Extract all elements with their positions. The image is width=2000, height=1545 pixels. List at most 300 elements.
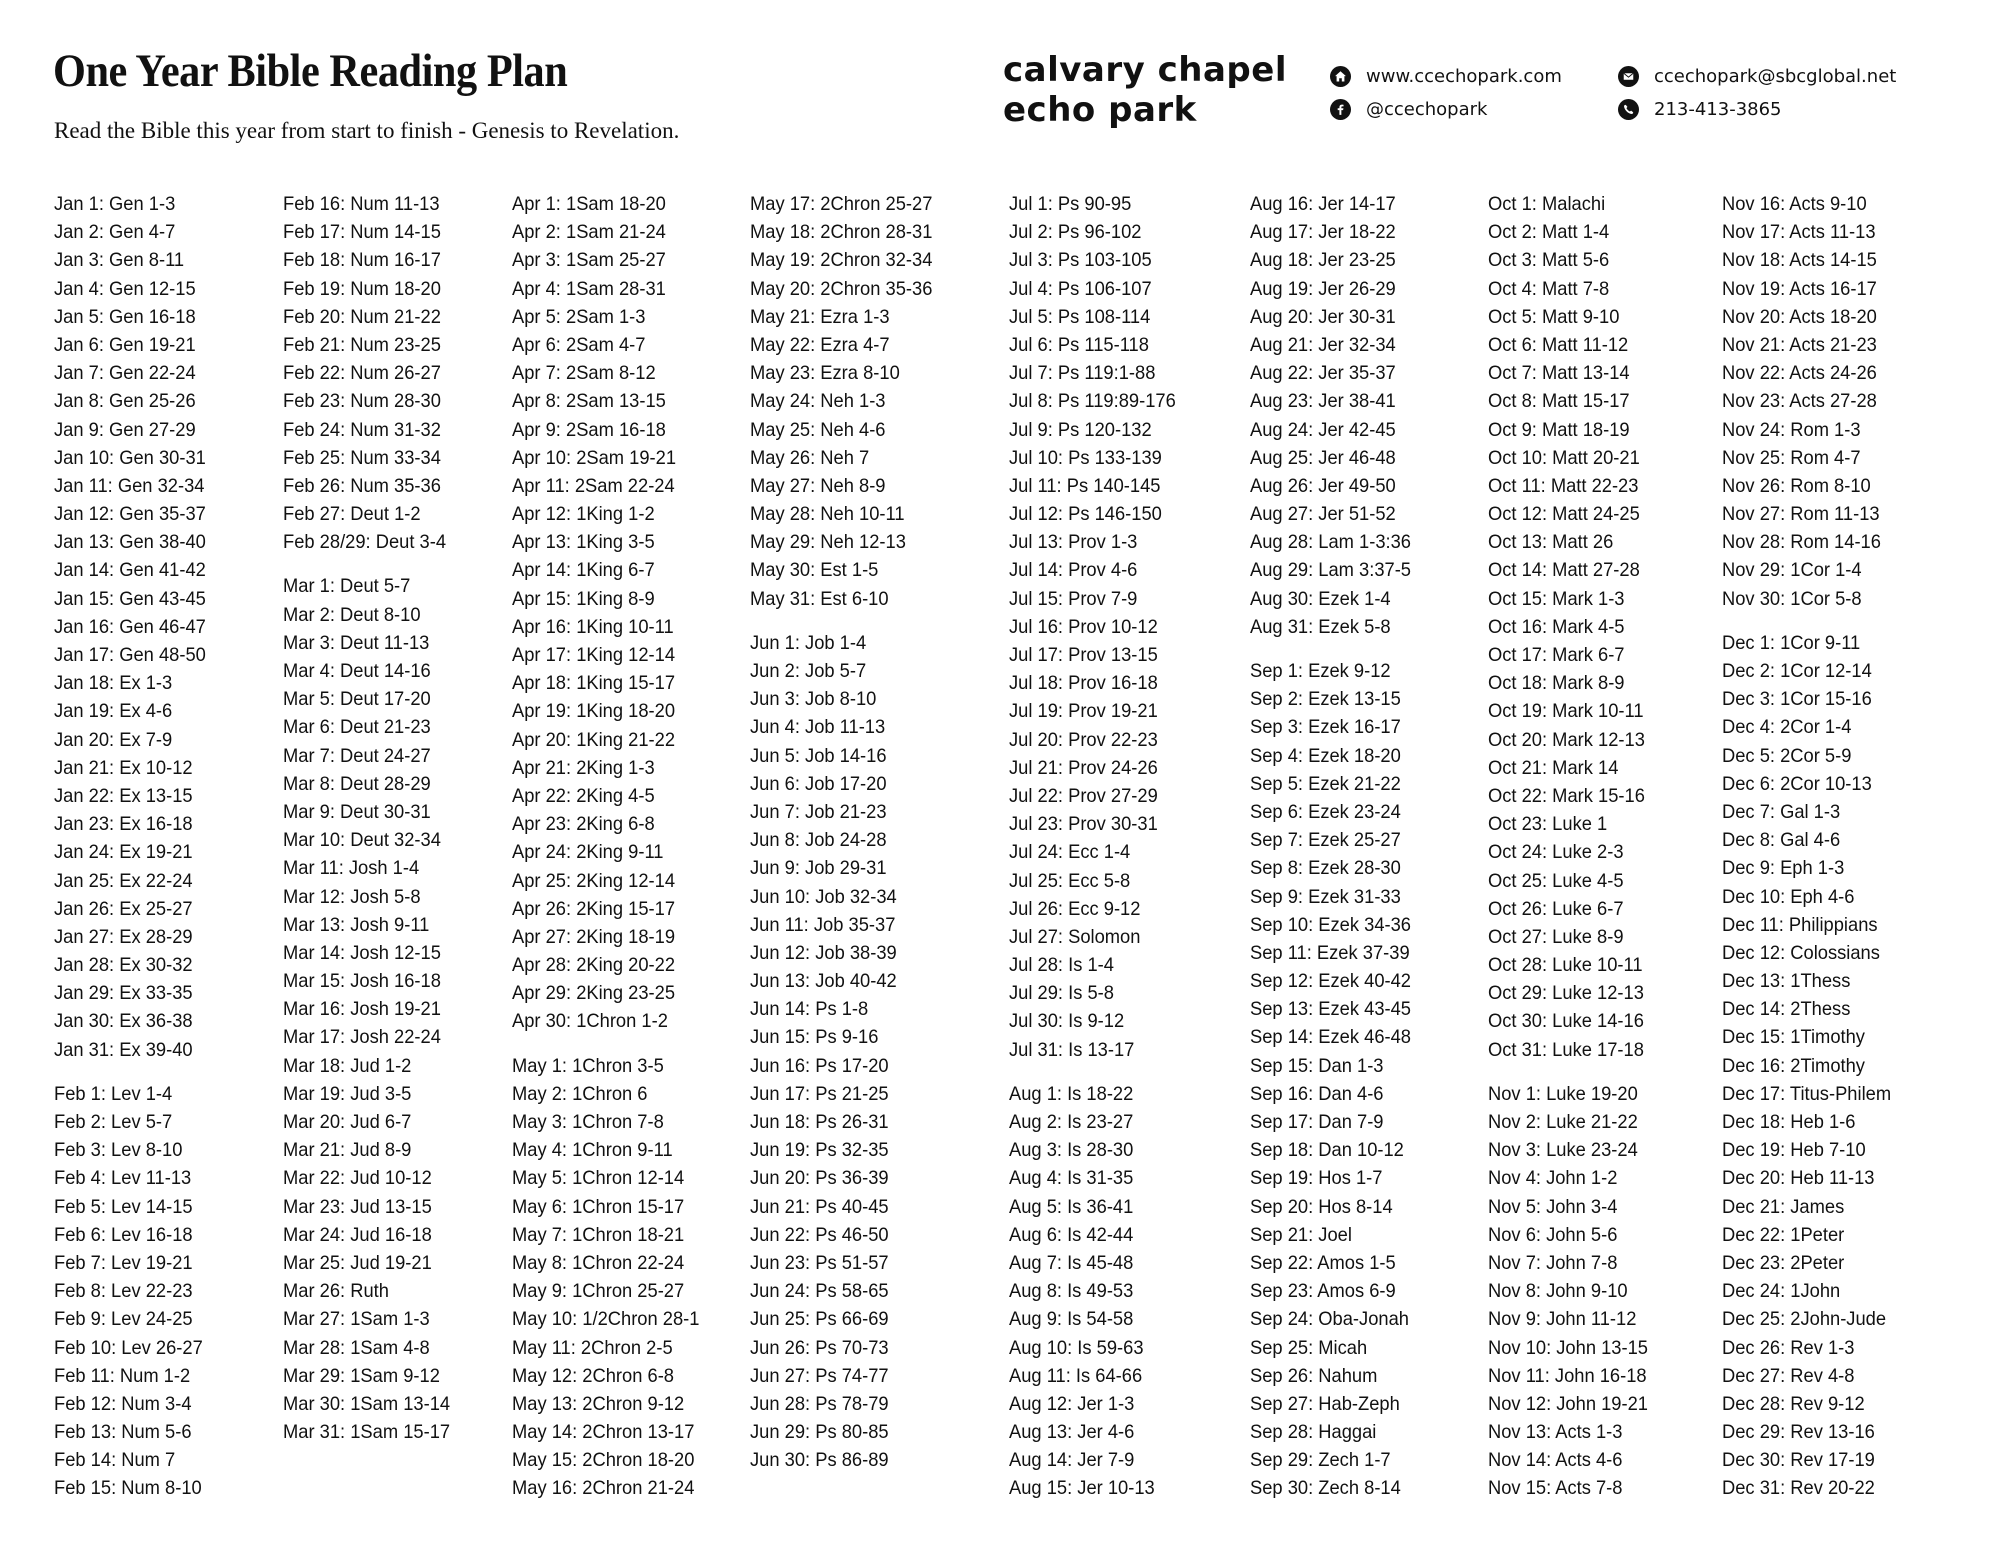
reading-entry: Mar 20: Jud 6-7 <box>283 1111 412 1133</box>
reading-entry: Dec 28: Rev 9-12 <box>1722 1392 1865 1415</box>
reading-entry: Dec 4: 2Cor 1-4 <box>1722 716 1852 739</box>
plan-column-6 <box>1250 190 1411 1503</box>
reading-entry: May 20: 2Chron 35-36 <box>750 277 933 300</box>
reading-entry: Feb 10: Lev 26-27 <box>54 1336 203 1359</box>
reading-entry: Jan 24: Ex 19-21 <box>54 841 193 864</box>
month-gap <box>1009 1064 1176 1080</box>
reading-entry: Aug 30: Ezek 1-4 <box>1250 587 1391 610</box>
reading-entry: Aug 5: Is 36-41 <box>1009 1195 1134 1218</box>
reading-entry: Aug 4: Is 31-35 <box>1009 1167 1134 1190</box>
reading-entry: Sep 23: Amos 6-9 <box>1250 1280 1396 1303</box>
reading-entry: Mar 22: Jud 10-12 <box>283 1167 432 1190</box>
reading-entry: May 29: Neh 12-13 <box>750 531 906 554</box>
reading-entry: Jan 10: Gen 30-31 <box>54 446 206 469</box>
reading-entry: Nov 8: John 9-10 <box>1488 1280 1628 1303</box>
reading-entry: Nov 17: Acts 11-13 <box>1722 221 1876 244</box>
reading-entry: Apr 1: 1Sam 18-20 <box>512 193 666 215</box>
phone-icon <box>1618 99 1639 120</box>
reading-entry: Mar 1: Deut 5-7 <box>283 575 411 598</box>
reading-entry: Aug 6: Is 42-44 <box>1009 1223 1134 1246</box>
reading-entry: Apr 8: 2Sam 13-15 <box>512 390 666 413</box>
reading-entry: Sep 22: Amos 1-5 <box>1250 1251 1396 1274</box>
reading-entry: Aug 14: Jer 7-9 <box>1009 1449 1135 1472</box>
reading-entry: Apr 12: 1King 1-2 <box>512 503 655 526</box>
plan-column-3 <box>512 190 699 1503</box>
reading-entry: Dec 15: 1Timothy <box>1722 1026 1865 1049</box>
reading-entry: May 4: 1Chron 9-11 <box>512 1139 673 1162</box>
reading-entry: Dec 30: Rev 17-19 <box>1722 1449 1875 1472</box>
reading-entry: May 3: 1Chron 7-8 <box>512 1111 664 1133</box>
reading-entry: Jan 8: Gen 25-26 <box>54 390 196 413</box>
reading-entry: Jul 14: Prov 4-6 <box>1009 559 1138 582</box>
reading-entry: Sep 24: Oba-Jonah <box>1250 1308 1409 1331</box>
reading-entry: Aug 26: Jer 49-50 <box>1250 474 1396 497</box>
reading-entry: Jun 13: Job 40-42 <box>750 970 897 993</box>
reading-entry: Jan 1: Gen 1-3 <box>54 193 176 215</box>
reading-entry: Jun 25: Ps 66-69 <box>750 1308 889 1331</box>
reading-entry: Sep 3: Ezek 16-17 <box>1250 716 1401 739</box>
reading-entry: Apr 24: 2King 9-11 <box>512 841 664 864</box>
reading-entry: Dec 24: 1John <box>1722 1280 1841 1303</box>
reading-entry: Oct 3: Matt 5-6 <box>1488 249 1610 272</box>
reading-entry: Apr 18: 1King 15-17 <box>512 672 676 695</box>
contact-phone[interactable] <box>1618 99 1782 120</box>
reading-entry: Jul 3: Ps 103-105 <box>1009 249 1152 272</box>
reading-entry: Mar 26: Ruth <box>283 1280 389 1303</box>
reading-entry: Apr 27: 2King 18-19 <box>512 925 676 948</box>
reading-entry: May 17: 2Chron 25-27 <box>750 193 933 215</box>
reading-entry: Jun 6: Job 17-20 <box>750 772 887 795</box>
reading-entry: Jul 29: Is 5-8 <box>1009 982 1114 1005</box>
reading-entry: Apr 29: 2King 23-25 <box>512 982 676 1005</box>
reading-entry: Apr 28: 2King 20-22 <box>512 954 676 977</box>
reading-entry: Dec 29: Rev 13-16 <box>1722 1421 1875 1444</box>
reading-entry: Oct 6: Matt 11-12 <box>1488 333 1629 356</box>
reading-entry: Dec 13: 1Thess <box>1722 970 1851 993</box>
reading-entry: Nov 5: John 3-4 <box>1488 1195 1618 1218</box>
reading-entry: Jun 11: Job 35-37 <box>750 913 896 936</box>
reading-entry: Oct 8: Matt 15-17 <box>1488 390 1630 413</box>
reading-entry: Jan 6: Gen 19-21 <box>54 333 196 356</box>
reading-entry: Oct 20: Mark 12-13 <box>1488 728 1645 751</box>
reading-entry: Dec 19: Heb 7-10 <box>1722 1139 1866 1162</box>
reading-entry: Feb 6: Lev 16-18 <box>54 1223 193 1246</box>
reading-entry: Jun 7: Job 21-23 <box>750 800 887 823</box>
reading-entry: Jul 19: Prov 19-21 <box>1009 700 1158 723</box>
reading-entry: Aug 24: Jer 42-45 <box>1250 418 1396 441</box>
reading-entry: Mar 9: Deut 30-31 <box>283 800 431 823</box>
reading-entry: Apr 22: 2King 4-5 <box>512 784 655 807</box>
reading-entry: Jan 3: Gen 8-11 <box>54 249 185 272</box>
reading-entry: Oct 26: Luke 6-7 <box>1488 897 1624 920</box>
reading-entry: Sep 9: Ezek 31-33 <box>1250 885 1401 908</box>
reading-entry: Feb 13: Num 5-6 <box>54 1421 192 1444</box>
reading-entry: Mar 10: Deut 32-34 <box>283 829 441 852</box>
reading-entry: Apr 21: 2King 1-3 <box>512 756 655 779</box>
reading-entry: Jul 7: Ps 119:1-88 <box>1009 362 1156 385</box>
reading-entry: Aug 8: Is 49-53 <box>1009 1280 1134 1303</box>
reading-entry: Aug 2: Is 23-27 <box>1009 1111 1134 1133</box>
reading-entry: Mar 21: Jud 8-9 <box>283 1139 412 1162</box>
reading-entry: Feb 2: Lev 5-7 <box>54 1111 173 1133</box>
contact-facebook[interactable] <box>1330 99 1487 120</box>
reading-entry: Oct 29: Luke 12-13 <box>1488 982 1644 1005</box>
reading-entry: Feb 8: Lev 22-23 <box>54 1280 193 1303</box>
reading-entry: May 28: Neh 10-11 <box>750 503 905 526</box>
reading-entry: Apr 14: 1King 6-7 <box>512 559 655 582</box>
reading-entry: Nov 22: Acts 24-26 <box>1722 362 1877 385</box>
reading-entry: Jun 10: Job 32-34 <box>750 885 897 908</box>
reading-entry: Jul 21: Prov 24-26 <box>1009 756 1158 779</box>
reading-entry: Nov 10: John 13-15 <box>1488 1336 1648 1359</box>
reading-entry: Feb 19: Num 18-20 <box>283 277 441 300</box>
reading-entry: Jun 5: Job 14-16 <box>750 744 887 767</box>
reading-entry: Oct 11: Matt 22-23 <box>1488 474 1639 497</box>
reading-entry: May 2: 1Chron 6 <box>512 1082 648 1105</box>
home-icon <box>1330 66 1351 87</box>
reading-entry: Jun 30: Ps 86-89 <box>750 1449 889 1472</box>
reading-entry: Feb 23: Num 28-30 <box>283 390 441 413</box>
reading-entry: Aug 18: Jer 23-25 <box>1250 249 1396 272</box>
reading-entry: Nov 26: Rom 8-10 <box>1722 474 1871 497</box>
reading-entry: Sep 8: Ezek 28-30 <box>1250 857 1401 880</box>
reading-entry: Jun 26: Ps 70-73 <box>750 1336 889 1359</box>
reading-entry: Apr 10: 2Sam 19-21 <box>512 446 677 469</box>
reading-entry: Nov 12: John 19-21 <box>1488 1392 1648 1415</box>
reading-entry: May 7: 1Chron 18-21 <box>512 1223 685 1246</box>
mail-icon <box>1618 66 1639 87</box>
reading-entry: Aug 7: Is 45-48 <box>1009 1251 1134 1274</box>
reading-entry: Jun 14: Ps 1-8 <box>750 998 869 1021</box>
reading-entry: Apr 9: 2Sam 16-18 <box>512 418 666 441</box>
reading-entry: May 5: 1Chron 12-14 <box>512 1167 685 1190</box>
reading-entry: Aug 31: Ezek 5-8 <box>1250 615 1391 638</box>
reading-entry: Aug 28: Lam 1-3:36 <box>1250 531 1412 554</box>
church-name-line2: echo park <box>1003 90 1197 130</box>
reading-entry: Jan 25: Ex 22-24 <box>54 869 193 892</box>
reading-entry: Jul 23: Prov 30-31 <box>1009 813 1158 836</box>
reading-entry: Jun 24: Ps 58-65 <box>750 1280 889 1303</box>
reading-entry: Feb 14: Num 7 <box>54 1449 176 1472</box>
reading-entry: Dec 21: James <box>1722 1195 1845 1218</box>
reading-entry: Oct 24: Luke 2-3 <box>1488 841 1624 864</box>
reading-entry: May 21: Ezra 1-3 <box>750 305 890 328</box>
reading-entry: Nov 18: Acts 14-15 <box>1722 249 1877 272</box>
reading-entry: Dec 23: 2Peter <box>1722 1251 1845 1274</box>
reading-entry: Jun 1: Job 1-4 <box>750 631 867 654</box>
reading-entry: Jul 12: Ps 146-150 <box>1009 503 1162 526</box>
reading-entry: Jan 29: Ex 33-35 <box>54 982 193 1005</box>
reading-entry: Nov 25: Rom 4-7 <box>1722 446 1861 469</box>
reading-entry: Feb 17: Num 14-15 <box>283 221 441 244</box>
reading-entry: Apr 3: 1Sam 25-27 <box>512 249 666 272</box>
reading-entry: Dec 22: 1Peter <box>1722 1223 1845 1246</box>
reading-entry: Feb 12: Num 3-4 <box>54 1392 192 1415</box>
reading-entry: Jun 3: Job 8-10 <box>750 688 877 711</box>
reading-entry: Sep 10: Ezek 34-36 <box>1250 913 1412 936</box>
reading-entry: Nov 30: 1Cor 5-8 <box>1722 587 1862 610</box>
reading-entry: Jun 15: Ps 9-16 <box>750 1026 879 1049</box>
reading-entry: Feb 7: Lev 19-21 <box>54 1251 193 1274</box>
reading-entry: May 8: 1Chron 22-24 <box>512 1251 685 1274</box>
reading-entry: Oct 7: Matt 13-14 <box>1488 362 1630 385</box>
reading-entry: Apr 16: 1King 10-11 <box>512 615 674 638</box>
reading-entry: Mar 31: 1Sam 15-17 <box>283 1421 451 1444</box>
reading-entry: Jul 28: Is 1-4 <box>1009 954 1114 977</box>
reading-entry: Feb 27: Deut 1-2 <box>283 503 421 526</box>
reading-entry: Mar 25: Jud 19-21 <box>283 1251 432 1274</box>
reading-entry: Mar 3: Deut 11-13 <box>283 631 430 654</box>
reading-entry: Jul 8: Ps 119:89-176 <box>1009 390 1176 413</box>
reading-entry: Mar 13: Josh 9-11 <box>283 913 430 936</box>
reading-entry: Apr 20: 1King 21-22 <box>512 728 676 751</box>
reading-entry: Feb 20: Num 21-22 <box>283 305 441 328</box>
reading-entry: Oct 22: Mark 15-16 <box>1488 784 1645 807</box>
reading-entry: Mar 19: Jud 3-5 <box>283 1082 412 1105</box>
reading-entry: Feb 1: Lev 1-4 <box>54 1082 173 1105</box>
reading-entry: Jan 13: Gen 38-40 <box>54 531 206 554</box>
reading-entry: Oct 4: Matt 7-8 <box>1488 277 1610 300</box>
reading-entry: Oct 17: Mark 6-7 <box>1488 644 1625 666</box>
reading-entry: Apr 26: 2King 15-17 <box>512 897 676 920</box>
plan-column-8 <box>1722 190 1891 1503</box>
reading-entry: Apr 13: 1King 3-5 <box>512 531 655 554</box>
plan-column-2 <box>283 190 450 1446</box>
reading-entry: Sep 21: Joel <box>1250 1223 1352 1246</box>
reading-entry: Nov 4: John 1-2 <box>1488 1167 1618 1190</box>
month-gap <box>1488 1064 1648 1080</box>
reading-entry: Oct 14: Matt 27-28 <box>1488 559 1640 582</box>
reading-entry: Sep 2: Ezek 13-15 <box>1250 688 1401 711</box>
reading-entry: May 16: 2Chron 21-24 <box>512 1477 695 1500</box>
reading-entry: Dec 18: Heb 1-6 <box>1722 1111 1856 1133</box>
reading-entry: Sep 1: Ezek 9-12 <box>1250 660 1391 682</box>
reading-entry: May 13: 2Chron 9-12 <box>512 1392 685 1415</box>
reading-entry: Feb 4: Lev 11-13 <box>54 1167 192 1190</box>
reading-entry: Oct 30: Luke 14-16 <box>1488 1010 1644 1033</box>
reading-entry: Mar 14: Josh 12-15 <box>283 941 441 964</box>
reading-entry: Feb 3: Lev 8-10 <box>54 1139 183 1162</box>
plan-column-5 <box>1009 190 1176 1503</box>
reading-entry: Jul 16: Prov 10-12 <box>1009 615 1158 638</box>
reading-entry: Jul 6: Ps 115-118 <box>1009 333 1149 356</box>
reading-entry: May 19: 2Chron 32-34 <box>750 249 933 272</box>
month-gap <box>1722 613 1891 629</box>
reading-entry: Oct 21: Mark 14 <box>1488 756 1619 779</box>
reading-entry: Feb 18: Num 16-17 <box>283 249 441 272</box>
reading-entry: Apr 7: 2Sam 8-12 <box>512 362 656 385</box>
reading-entry: Oct 16: Mark 4-5 <box>1488 615 1625 638</box>
reading-entry: Aug 23: Jer 38-41 <box>1250 390 1396 413</box>
facebook-handle[interactable]: @ccechopark <box>1366 99 1488 120</box>
reading-entry: Nov 6: John 5-6 <box>1488 1223 1618 1246</box>
reading-entry: Sep 5: Ezek 21-22 <box>1250 772 1401 795</box>
month-gap <box>283 556 450 572</box>
church-name <box>1003 50 1287 130</box>
reading-entry: Dec 10: Eph 4-6 <box>1722 885 1855 908</box>
plan-column-4 <box>750 190 932 1474</box>
reading-entry: Aug 19: Jer 26-29 <box>1250 277 1396 300</box>
page-title: One Year Bible Reading Plan <box>53 45 568 97</box>
facebook-icon <box>1330 99 1351 120</box>
reading-entry: May 27: Neh 8-9 <box>750 474 886 497</box>
reading-entry: Jul 1: Ps 90-95 <box>1009 193 1132 215</box>
reading-entry: Mar 30: 1Sam 13-14 <box>283 1392 451 1415</box>
reading-entry: Jul 22: Prov 27-29 <box>1009 784 1158 807</box>
reading-entry: Jul 20: Prov 22-23 <box>1009 728 1158 751</box>
reading-entry: Apr 11: 2Sam 22-24 <box>512 474 675 497</box>
reading-entry: May 25: Neh 4-6 <box>750 418 886 441</box>
reading-entry: Jan 5: Gen 16-18 <box>54 305 196 328</box>
reading-entry: Nov 23: Acts 27-28 <box>1722 390 1877 413</box>
reading-entry: Oct 28: Luke 10-11 <box>1488 954 1643 977</box>
reading-entry: Jun 22: Ps 46-50 <box>750 1223 889 1246</box>
reading-entry: Oct 12: Matt 24-25 <box>1488 503 1640 526</box>
reading-entry: Oct 2: Matt 1-4 <box>1488 221 1610 244</box>
reading-entry: Jul 17: Prov 13-15 <box>1009 644 1158 666</box>
reading-entry: Feb 11: Num 1-2 <box>54 1364 191 1387</box>
reading-entry: May 24: Neh 1-3 <box>750 390 886 413</box>
reading-entry: Mar 8: Deut 28-29 <box>283 772 431 795</box>
reading-entry: Nov 21: Acts 21-23 <box>1722 333 1877 356</box>
reading-entry: Dec 2: 1Cor 12-14 <box>1722 660 1872 682</box>
reading-entry: Jan 18: Ex 1-3 <box>54 672 173 695</box>
reading-entry: Dec 11: Philippians <box>1722 913 1878 936</box>
reading-entry: Oct 19: Mark 10-11 <box>1488 700 1644 723</box>
reading-entry: Oct 25: Luke 4-5 <box>1488 869 1624 892</box>
page-subtitle: Read the Bible this year from start to finish - Genesis to Revelation. <box>54 118 680 143</box>
email-text[interactable]: ccechopark@sbcglobal.net <box>1654 66 1897 87</box>
month-gap <box>750 613 932 629</box>
reading-entry: Dec 16: 2Timothy <box>1722 1054 1865 1077</box>
reading-entry: Oct 15: Mark 1-3 <box>1488 587 1625 610</box>
reading-entry: Aug 29: Lam 3:37-5 <box>1250 559 1412 582</box>
reading-entry: May 10: 1/2Chron 28-1 <box>512 1308 700 1331</box>
reading-entry: May 15: 2Chron 18-20 <box>512 1449 695 1472</box>
reading-entry: Jan 17: Gen 48-50 <box>54 644 206 666</box>
reading-entry: Sep 11: Ezek 37-39 <box>1250 941 1410 964</box>
reading-entry: Apr 23: 2King 6-8 <box>512 813 655 836</box>
reading-entry: May 22: Ezra 4-7 <box>750 333 890 356</box>
reading-entry: Jul 2: Ps 96-102 <box>1009 221 1142 244</box>
reading-entry: Oct 10: Matt 20-21 <box>1488 446 1640 469</box>
reading-entry: Nov 2: Luke 21-22 <box>1488 1111 1638 1133</box>
reading-entry: Aug 27: Jer 51-52 <box>1250 503 1396 526</box>
reading-entry: Jul 25: Ecc 5-8 <box>1009 869 1131 892</box>
reading-entry: Mar 28: 1Sam 4-8 <box>283 1336 430 1359</box>
reading-entry: Nov 20: Acts 18-20 <box>1722 305 1877 328</box>
contact-website[interactable] <box>1330 66 1562 87</box>
reading-entry: Dec 12: Colossians <box>1722 941 1880 964</box>
reading-entry: Mar 4: Deut 14-16 <box>283 660 431 682</box>
reading-entry: Aug 21: Jer 32-34 <box>1250 333 1396 356</box>
reading-entry: Feb 28/29: Deut 3-4 <box>283 531 447 554</box>
reading-entry: Oct 5: Matt 9-10 <box>1488 305 1620 328</box>
reading-entry: Aug 10: Is 59-63 <box>1009 1336 1144 1359</box>
reading-entry: Jan 7: Gen 22-24 <box>54 362 196 385</box>
reading-entry: Feb 5: Lev 14-15 <box>54 1195 193 1218</box>
reading-entry: Mar 12: Josh 5-8 <box>283 885 421 908</box>
reading-entry: Jun 28: Ps 78-79 <box>750 1392 889 1415</box>
reading-entry: May 26: Neh 7 <box>750 446 870 469</box>
reading-entry: Apr 2: 1Sam 21-24 <box>512 221 666 244</box>
reading-entry: Sep 16: Dan 4-6 <box>1250 1082 1384 1105</box>
reading-entry: Sep 15: Dan 1-3 <box>1250 1054 1384 1077</box>
reading-entry: Jan 21: Ex 10-12 <box>54 756 193 779</box>
reading-entry: Nov 11: John 16-18 <box>1488 1364 1647 1387</box>
reading-entry: Sep 30: Zech 8-14 <box>1250 1477 1401 1500</box>
reading-entry: Sep 20: Hos 8-14 <box>1250 1195 1393 1218</box>
reading-entry: Jul 30: Is 9-12 <box>1009 1010 1125 1033</box>
reading-entry: Jun 8: Job 24-28 <box>750 829 887 852</box>
reading-entry: Jul 24: Ecc 1-4 <box>1009 841 1131 864</box>
reading-entry: Apr 5: 2Sam 1-3 <box>512 305 646 328</box>
reading-entry: Aug 12: Jer 1-3 <box>1009 1392 1135 1415</box>
reading-entry: Jun 9: Job 29-31 <box>750 857 887 880</box>
reading-entry: May 1: 1Chron 3-5 <box>512 1054 664 1077</box>
reading-entry: Mar 24: Jud 16-18 <box>283 1223 432 1246</box>
reading-entry: Jun 21: Ps 40-45 <box>750 1195 889 1218</box>
reading-entry: Aug 9: Is 54-58 <box>1009 1308 1134 1331</box>
reading-entry: Feb 15: Num 8-10 <box>54 1477 202 1500</box>
reading-entry: May 12: 2Chron 6-8 <box>512 1364 675 1387</box>
reading-entry: Aug 16: Jer 14-17 <box>1250 193 1396 215</box>
reading-entry: Dec 6: 2Cor 10-13 <box>1722 772 1872 795</box>
reading-entry: Jun 18: Ps 26-31 <box>750 1111 889 1133</box>
reading-entry: Nov 1: Luke 19-20 <box>1488 1082 1638 1105</box>
reading-entry: Aug 3: Is 28-30 <box>1009 1139 1134 1162</box>
contact-email[interactable] <box>1618 66 1896 87</box>
reading-entry: Jun 16: Ps 17-20 <box>750 1054 889 1077</box>
reading-entry: Jan 28: Ex 30-32 <box>54 954 193 977</box>
reading-entry: Sep 19: Hos 1-7 <box>1250 1167 1383 1190</box>
reading-entry: Jun 2: Job 5-7 <box>750 660 867 682</box>
website-text[interactable]: www.ccechopark.com <box>1366 66 1562 87</box>
reading-entry: Sep 25: Micah <box>1250 1336 1368 1359</box>
reading-entry: Jul 15: Prov 7-9 <box>1009 587 1138 610</box>
reading-entry: Feb 21: Num 23-25 <box>283 333 441 356</box>
reading-entry: Nov 3: Luke 23-24 <box>1488 1139 1638 1162</box>
reading-entry: Feb 9: Lev 24-25 <box>54 1308 193 1331</box>
reading-entry: Jun 19: Ps 32-35 <box>750 1139 889 1162</box>
reading-entry: Nov 27: Rom 11-13 <box>1722 503 1880 526</box>
reading-entry: Jun 29: Ps 80-85 <box>750 1421 889 1444</box>
reading-entry: Apr 15: 1King 8-9 <box>512 587 655 610</box>
reading-entry: Mar 7: Deut 24-27 <box>283 744 431 767</box>
reading-entry: Dec 9: Eph 1-3 <box>1722 857 1845 880</box>
reading-entry: Jun 12: Job 38-39 <box>750 941 897 964</box>
reading-entry: Jun 17: Ps 21-25 <box>750 1082 889 1105</box>
reading-entry: Aug 13: Jer 4-6 <box>1009 1421 1135 1444</box>
reading-entry: Jan 27: Ex 28-29 <box>54 925 193 948</box>
month-gap <box>54 1064 206 1080</box>
reading-entry: May 9: 1Chron 25-27 <box>512 1280 685 1303</box>
reading-entry: Jun 27: Ps 74-77 <box>750 1364 889 1387</box>
reading-entry: Jun 23: Ps 51-57 <box>750 1251 889 1274</box>
reading-entry: Aug 11: Is 64-66 <box>1009 1364 1143 1387</box>
reading-entry: Apr 17: 1King 12-14 <box>512 644 676 666</box>
reading-entry: Jun 20: Ps 36-39 <box>750 1167 889 1190</box>
reading-entry: Jul 31: Is 13-17 <box>1009 1038 1135 1061</box>
reading-entry: Mar 15: Josh 16-18 <box>283 970 441 993</box>
month-gap <box>512 1036 699 1052</box>
month-gap <box>1250 641 1411 657</box>
phone-text[interactable]: 213-413-3865 <box>1654 99 1782 120</box>
reading-entry: Feb 16: Num 11-13 <box>283 193 440 215</box>
reading-entry: Sep 18: Dan 10-12 <box>1250 1139 1404 1162</box>
reading-entry: Sep 6: Ezek 23-24 <box>1250 800 1401 823</box>
reading-entry: May 30: Est 1-5 <box>750 559 879 582</box>
